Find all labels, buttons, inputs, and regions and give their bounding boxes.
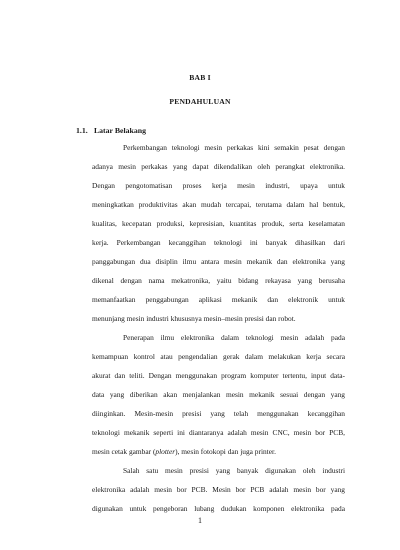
text-line: diinginkan. Mesin-mesin presisi yang telah menggunakan kecanggihan xyxy=(92,409,345,418)
text-line: akurat dan teliti. Dengan menggunakan program komputer tertentu, input data- xyxy=(92,371,345,380)
text-line: dikenal dengan nama mekatronika, yaitu bidang rekayasa yang berusaha xyxy=(92,276,345,285)
text-line: memanfaatkan penggabungan aplikasi mekanik dan elektronik untuk xyxy=(92,295,345,304)
text-line: Penerapan ilmu elektronika dalam teknologi mesin adalah pada xyxy=(123,333,345,342)
page-number: 1 xyxy=(198,516,202,525)
text-line: Salah satu mesin presisi yang banyak digunakan oleh industri xyxy=(123,466,345,475)
section-heading xyxy=(76,126,146,135)
section-title: Latar Belakang xyxy=(93,126,147,135)
text-line: adanya mesin perkakas yang dapat dikendalikan oleh perangkat elektronika. xyxy=(92,162,345,171)
text-line: Dengan pengotomatisan proses kerja mesin industri, upaya untuk xyxy=(92,181,345,190)
text-line: kerja. Perkembangan kecanggihan teknologi ini banyak dihasilkan dari xyxy=(92,238,345,247)
text-line: kemampuan kontrol atau pengendalian gerak dalam melakukan kerja secara xyxy=(92,352,345,361)
text-line: menunjang mesin industri khususnya mesin–mesin presisi dan robot. xyxy=(92,314,296,323)
text-line: Perkembangan teknologi mesin perkakas kini semakin pesat dengan xyxy=(123,143,345,152)
text-line: data yang diberikan akan menjalankan mesin mekanik sesuai dengan yang xyxy=(92,390,345,399)
section-number: 1.1. xyxy=(76,126,88,135)
text-line: panggabungan dua disiplin ilmu antara mesin mekanik dan elektronika yang xyxy=(92,257,345,266)
text-line: teknologi mekanik seperti ini diantaranya adalah mesin CNC, mesin bor PCB, xyxy=(92,428,345,437)
text-line: digunakan untuk pengeboran lubang dudukan komponen elektronika pada xyxy=(92,504,345,513)
text-line: kualitas, kecepatan produksi, kepresisian, kuantitas produk, serta keselamatan xyxy=(92,219,345,228)
text-line: meningkatkan produktivitas akan mudah tercapai, terutama dalam hal bentuk, xyxy=(92,200,345,209)
chapter-title: PENDAHULUAN xyxy=(169,97,231,106)
text-line: elektronika adalah mesin bor PCB. Mesin bor PCB adalah mesin bor yang xyxy=(92,485,345,494)
text-line: mesin cetak gambar (plotter), mesin fotokopi dan juga printer. xyxy=(92,447,276,456)
chapter-label: BAB I xyxy=(189,73,211,82)
